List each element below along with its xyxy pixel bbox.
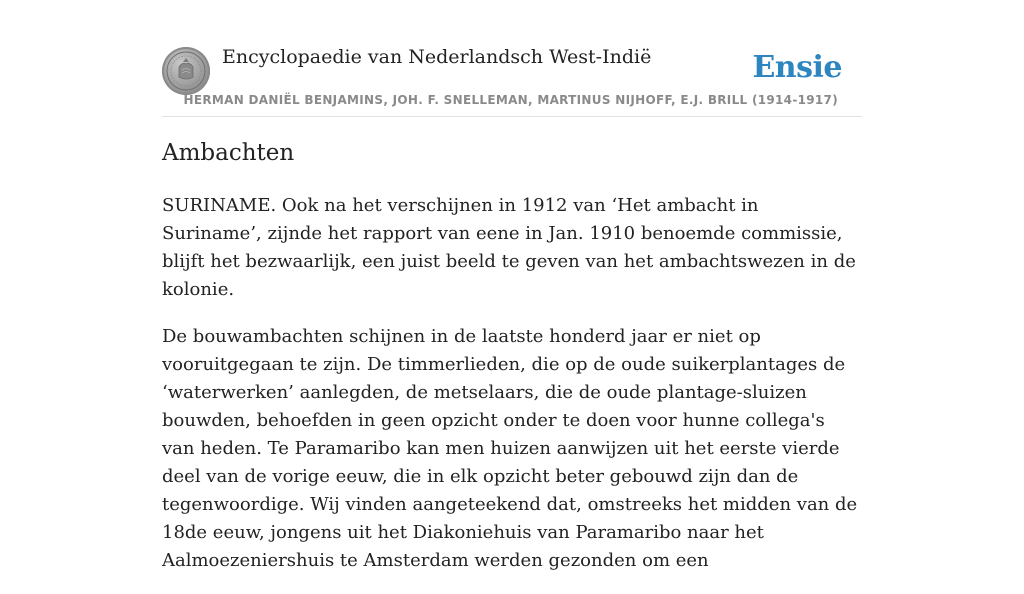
article-body: [162, 192, 862, 594]
brand-logo[interactable]: Ensie: [752, 50, 842, 85]
book-title[interactable]: Encyclopaedie van Nederlandsch West-Indië: [222, 46, 652, 68]
authors-line: HERMAN DANIËL BENJAMINS, JOH. F. SNELLEMAN, MARTINUS NIJHOFF, E.J. BRILL (1914-1917): [183, 93, 838, 107]
paragraph: SURINAME. Ook na het verschijnen in 1912 van ‘Het ambacht in Suriname’, zijnde het rapport van eene in Jan. 1910 benoemde commissie, blijft het bezwaarlijk, een juist beeld te geven van het ambachtswezen in de kolonie.: [162, 195, 856, 300]
coin-logo-icon[interactable]: [162, 47, 210, 95]
paragraph: De bouwambachten schijnen in de laatste honderd jaar er niet op vooruitgegaan te zijn. De timmerlieden, die op de oude suikerplantages de ‘waterwerken’ aanlegden, de metselaars, die de oude plantage-sluizen bouwden, behoefden in geen opzicht onder te doen voor hunne collega's van heden. Te Paramaribo kan men huizen aanwijzen uit het eerste vierde deel van de vorige eeuw, die in elk opzicht beter gebouwd zijn dan de tegenwoordige. Wij vinden aangeteekend dat, omstreeks het midden van de 18de eeuw, jongens uit het Diakoniehuis van Paramaribo naar het Aalmoezeniershuis te Amsterdam werden gezonden om een: [162, 326, 858, 571]
entry-title: Ambachten: [162, 140, 295, 166]
header: [162, 0, 862, 117]
page: [162, 0, 862, 571]
